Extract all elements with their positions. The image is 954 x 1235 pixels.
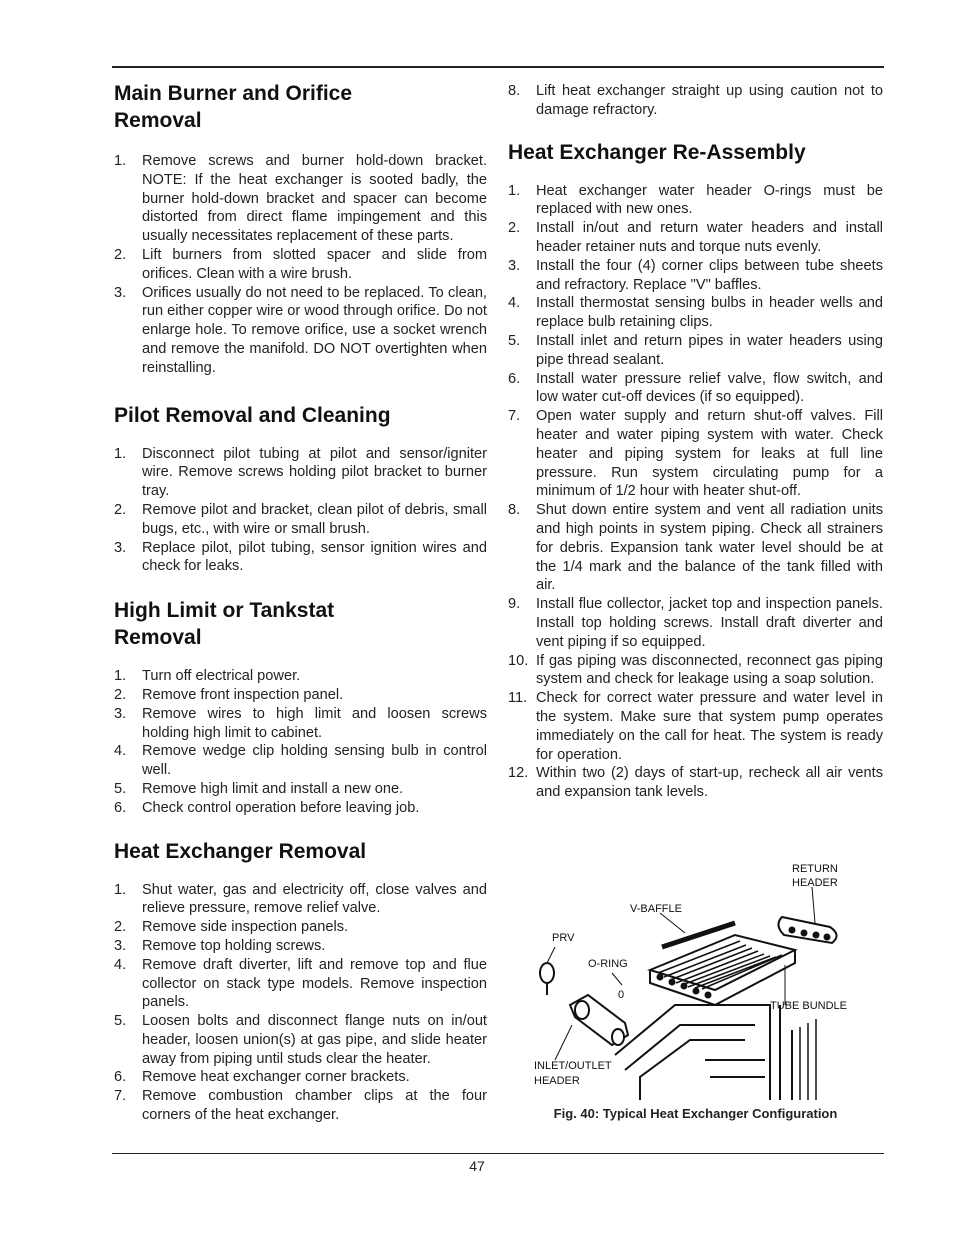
list-item-text: Remove heat exchanger corner brackets. bbox=[142, 1069, 410, 1086]
right-column bbox=[508, 82, 883, 802]
list-item-number: 11. bbox=[508, 690, 528, 707]
list-item-number: 4. bbox=[114, 743, 127, 760]
list-item-text: Remove front inspection panel. bbox=[142, 686, 344, 703]
list-item-text: Remove screws and burner hold-down bracket. NOTE: If the heat exchanger is sooted badly, the burner hold-down bracket and spacer can become distorted from direct flame impingement and this usually necessitates replacement of these parts. bbox=[142, 153, 487, 245]
left-column bbox=[114, 80, 487, 1125]
return-header bbox=[778, 917, 836, 943]
list-item-number: 3. bbox=[114, 539, 127, 556]
pilot-heading: Pilot Removal and Cleaning bbox=[114, 403, 391, 427]
list-item-text: Replace pilot, pilot tubing, sensor ignition wires and check for leaks. bbox=[142, 539, 487, 575]
list-item-number: 2. bbox=[114, 686, 127, 703]
list-item bbox=[508, 219, 883, 257]
list-item-number: 2. bbox=[114, 919, 127, 936]
list-item-text: Install the four (4) corner clips between tube sheets and refractory. Replace "V" baffles. bbox=[536, 257, 883, 293]
list-item-number: 4. bbox=[508, 295, 521, 312]
heat-exchanger-diagram bbox=[530, 855, 860, 1100]
list-item bbox=[114, 246, 487, 284]
label-v-baffle: V-BAFFLE bbox=[630, 903, 682, 915]
list-item-text: Remove draft diverter, lift and remove top and flue collector on stack type models. Remove inspection panels. bbox=[142, 956, 487, 1011]
list-item-text: Open water supply and return shut-off valves. Fill heater and water piping system with water. Check heater and piping system for leaks at full line pressure. Run system circulating pump for a minimum of 1/2 hour with heater shut-off. bbox=[536, 408, 883, 500]
list-item bbox=[114, 937, 487, 956]
list-item bbox=[114, 881, 487, 919]
list-item-number: 1. bbox=[114, 445, 127, 462]
label-inlet-outlet: INLET/OUTLET bbox=[534, 1060, 612, 1072]
list-item bbox=[114, 799, 487, 818]
prv-valve bbox=[540, 963, 554, 995]
list-item-text: Within two (2) days of start-up, recheck all air vents and expansion tank levels. bbox=[536, 765, 883, 801]
list-item-text: Install flue collector, jacket top and inspection panels. Install top holding screws. Install draft diverter and vent piping if so equipped. bbox=[536, 596, 883, 650]
list-item bbox=[508, 257, 883, 295]
list-item-text: Shut water, gas and electricity off, close valves and relieve pressure, remove relief valve. bbox=[142, 881, 487, 917]
list-item bbox=[114, 742, 487, 780]
list-item-number: 1. bbox=[508, 182, 521, 199]
list-item-text: Check control operation before leaving job. bbox=[142, 799, 420, 816]
list-item bbox=[508, 182, 883, 220]
list-item-text: Loosen bolts and disconnect flange nuts on in/out header, loosen union(s) at gas pipe, and slide heater away from piping until studs clear the heater. bbox=[142, 1013, 487, 1067]
list-item-text: If gas piping was disconnected, reconnect gas piping system and check for leakage using a soap solution. bbox=[536, 652, 883, 688]
list-item-number: 7. bbox=[114, 1088, 127, 1105]
bottom-rule bbox=[112, 1153, 884, 1154]
list-item bbox=[114, 284, 487, 378]
list-item-number: 1. bbox=[114, 881, 127, 898]
list-item-number: 8. bbox=[508, 83, 521, 99]
list-item bbox=[508, 501, 883, 595]
list-item bbox=[114, 501, 487, 539]
list-item-number: 5. bbox=[114, 1013, 127, 1030]
list-item-number: 3. bbox=[114, 284, 127, 301]
list-item bbox=[114, 956, 487, 1012]
list-item bbox=[508, 407, 883, 501]
list-item bbox=[114, 1012, 487, 1068]
top-rule bbox=[112, 66, 884, 68]
hx-removal-list-continued bbox=[508, 82, 883, 120]
hx-removal-heading: Heat Exchanger Removal bbox=[114, 839, 367, 863]
inlet-outlet-header bbox=[570, 995, 628, 1045]
list-item-number: 6. bbox=[508, 370, 521, 387]
label-return-header: HEADER bbox=[792, 877, 838, 889]
v-baffle bbox=[662, 923, 735, 947]
list-item-text: Lift burners from slotted spacer and slide from orifices. Clean with a wire brush. bbox=[142, 246, 487, 282]
heat-exchanger-figure bbox=[530, 855, 860, 1100]
list-item-number: 7. bbox=[508, 408, 521, 425]
list-item-number: 3. bbox=[114, 937, 127, 954]
list-item bbox=[114, 539, 487, 577]
list-item bbox=[114, 667, 487, 686]
list-item-text: Lift heat exchanger straight up using caution not to damage refractory. bbox=[536, 83, 883, 118]
label-inlet-outlet-header: HEADER bbox=[534, 1075, 580, 1087]
hx-reassembly-heading: Heat Exchanger Re-Assembly bbox=[508, 140, 806, 164]
list-item bbox=[508, 294, 883, 332]
list-item-number: 4. bbox=[114, 956, 127, 973]
list-item-text: Turn off electrical power. bbox=[142, 668, 301, 685]
pilot-list bbox=[114, 445, 487, 577]
list-item-text: Check for correct water pressure and water level in the system. Make sure that system pump operates immediately on the call for heat. The system is ready for operation. bbox=[536, 690, 883, 763]
label-o-ring-mark: 0 bbox=[618, 989, 625, 1001]
list-item bbox=[508, 595, 883, 651]
refractory-box bbox=[615, 1005, 816, 1100]
list-item bbox=[508, 332, 883, 370]
list-item bbox=[508, 689, 883, 764]
list-item bbox=[114, 918, 487, 937]
list-item-number: 3. bbox=[508, 257, 521, 274]
list-item bbox=[114, 445, 487, 501]
list-item-number: 1. bbox=[114, 668, 127, 685]
list-item bbox=[508, 764, 883, 802]
list-item bbox=[114, 780, 487, 799]
list-item bbox=[114, 686, 487, 705]
list-item-number: 3. bbox=[114, 705, 127, 722]
high-limit-list bbox=[114, 667, 487, 817]
high-limit-heading: High Limit or Tankstat Removal bbox=[114, 599, 335, 650]
list-item-text: Install thermostat sensing bulbs in header wells and replace bulb retaining clips. bbox=[536, 295, 883, 331]
list-item-text: Install in/out and return water headers and install header retainer nuts and torque nuts evenly. bbox=[536, 220, 883, 255]
list-item-text: Remove pilot and bracket, clean pilot of debris, small bugs, etc., with wire or small brush. bbox=[142, 501, 487, 537]
page-number: 47 bbox=[469, 1158, 485, 1174]
list-item-text: Disconnect pilot tubing at pilot and sensor/igniter wire. Remove screws holding pilot bracket to burner tray. bbox=[142, 445, 487, 500]
list-item-number: 12. bbox=[508, 765, 529, 782]
list-item-number: 10. bbox=[508, 652, 529, 669]
list-item bbox=[508, 82, 883, 120]
list-item-text: Shut down entire system and vent all radiation units and high points in system piping. Check all strainers for debris. Expansion tank water level should be at the 1/4 mark and the balance of the tank filled with air. bbox=[536, 502, 883, 594]
list-item-number: 1. bbox=[114, 153, 127, 169]
label-tube-bundle: TUBE BUNDLE bbox=[770, 1000, 848, 1012]
list-item-text: Remove wires to high limit and loosen screws holding high limit to cabinet. bbox=[142, 705, 487, 741]
list-item-number: 5. bbox=[114, 780, 127, 797]
hx-reassembly-list bbox=[508, 182, 883, 802]
list-item-number: 6. bbox=[114, 1069, 127, 1086]
list-item-text: Orifices usually do not need to be replaced. To clean, run either copper wire or wood through orifice. Do not enlarge hole. To remove orifice, use a socket wrench and remove the manifold. DO NOT overtighten when reinstalling. bbox=[142, 284, 487, 376]
list-item-text: Remove high limit and install a new one. bbox=[142, 780, 404, 797]
list-item-text: Install inlet and return pipes in water headers using pipe thread sealant. bbox=[536, 332, 883, 368]
main-burner-heading: Main Burner and Orifice Removal bbox=[114, 82, 353, 132]
main-burner-list bbox=[114, 152, 487, 378]
list-item-number: 9. bbox=[508, 596, 521, 613]
list-item bbox=[114, 1068, 487, 1087]
list-item-text: Remove combustion chamber clips at the four corners of the heat exchanger. bbox=[142, 1088, 487, 1124]
list-item bbox=[114, 1087, 487, 1125]
list-item bbox=[508, 652, 883, 690]
list-item-text: Install water pressure relief valve, flow switch, and low water cut-off devices (if so equipped). bbox=[536, 370, 883, 406]
list-item-text: Remove top holding screws. bbox=[142, 937, 326, 954]
list-item bbox=[114, 705, 487, 743]
hx-removal-list bbox=[114, 881, 487, 1125]
list-item bbox=[114, 152, 487, 246]
figure-caption: Fig. 40: Typical Heat Exchanger Configuration bbox=[553, 1106, 838, 1121]
list-item-number: 8. bbox=[508, 502, 521, 519]
list-item-number: 2. bbox=[114, 246, 127, 263]
label-o-ring: O-RING bbox=[588, 958, 628, 970]
list-item-number: 2. bbox=[114, 501, 127, 518]
list-item bbox=[508, 370, 883, 408]
list-item-number: 6. bbox=[114, 799, 127, 816]
list-item-number: 5. bbox=[508, 332, 521, 349]
list-item-text: Remove wedge clip holding sensing bulb in control well. bbox=[142, 743, 487, 779]
list-item-text: Heat exchanger water header O-rings must be replaced with new ones. bbox=[536, 182, 883, 218]
list-item-number: 2. bbox=[508, 220, 521, 237]
list-item-text: Remove side inspection panels. bbox=[142, 919, 349, 936]
label-prv: PRV bbox=[552, 932, 575, 944]
label-return: RETURN bbox=[792, 863, 838, 875]
